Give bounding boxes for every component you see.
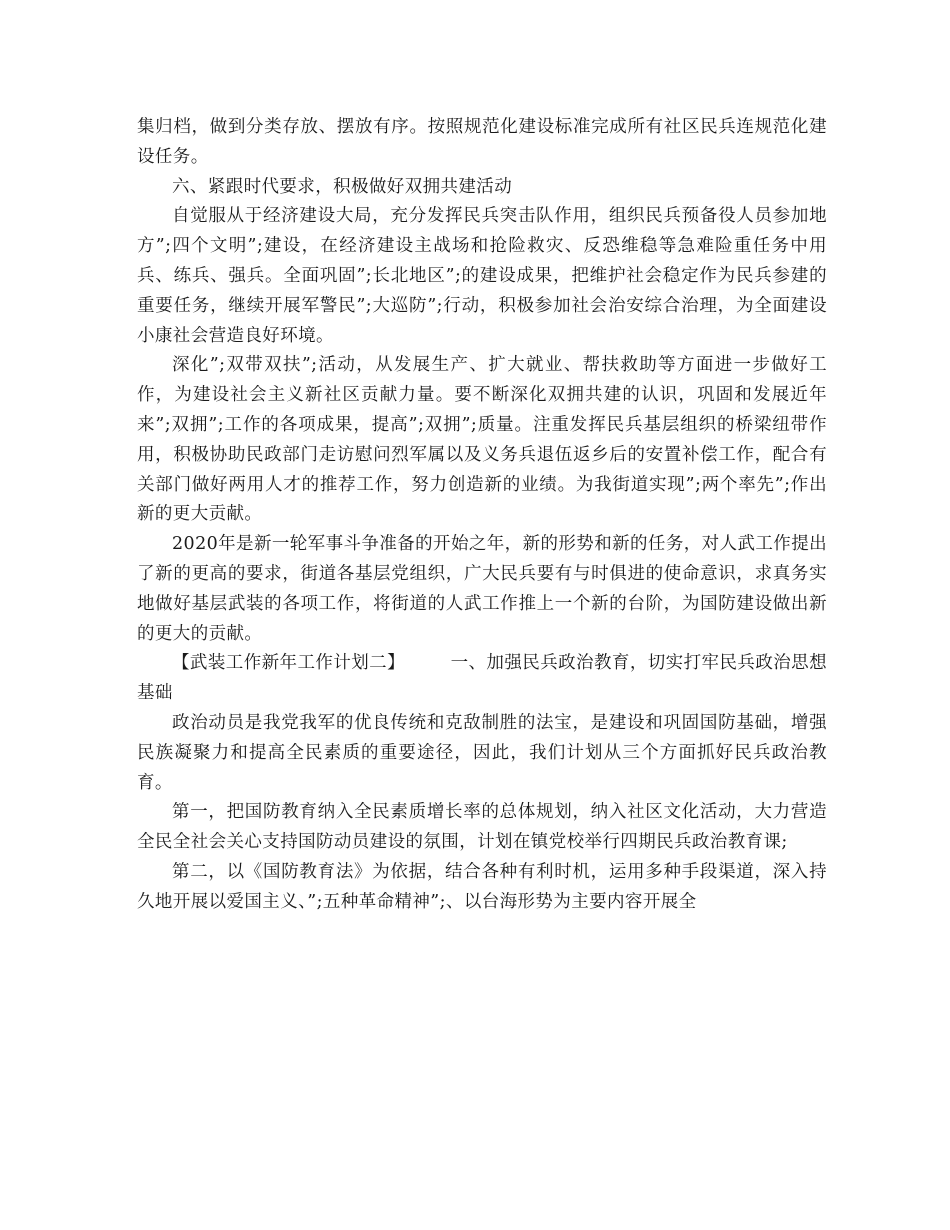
paragraph-first-point: 第一，把国防教育纳入全民素质增长率的总体规划，纳入社区文化活动，大力营造全民全社会关心支持国防动员建设的氛围，计划在镇党校举行四期民兵政治教育课; <box>137 802 827 853</box>
plan-two-heading-line <box>137 649 827 709</box>
paragraph-double-support: 深化”;双带双扶”;活动，从发展生产、扩大就业、帮扶救助等方面进一步做好工作，为建设社会主义新社区贡献力量。要不断深化双拥共建的认识，巩固和发展近年来”;双拥”;工作的各项成果，提高”;双拥”;质量。注重发挥民兵基层组织的桥梁纽带作用，积极协助民政部门走访慰问烈军属以及义务兵退伍返乡后的安置补偿工作，配合有关部门做好两用人才的推荐工作，努力创造新的业绩。为我街道实现”;两个率先”;作出新的更大贡献。 <box>137 355 827 525</box>
section-heading-six: 六、紧跟时代要求，积极做好双拥共建活动 <box>172 176 513 197</box>
paragraph-economic-construction: 自觉服从于经济建设大局，充分发挥民兵突击队作用，组织民兵预备役人员参加地方”;四个文明”;建设，在经济建设主战场和抢险救灾、反恐维稳等急难险重任务中用兵、练兵、强兵。全面巩固”;长北地区”;的建设成果，把维护社会稳定作为民兵参建的重要任务，继续开展军警民”;大巡防”;行动，积极参加社会治安综合治理，为全面建设小康社会营造良好环境。 <box>137 206 827 346</box>
paragraph-political-mobilization: 政治动员是我党我军的优良传统和克敌制胜的法宝，是建设和巩固国防基础，增强民族凝聚力和提高全民素质的重要途径，因此，我们计划从三个方面抓好民兵政治教育。 <box>137 712 827 793</box>
document-page <box>137 113 827 918</box>
paragraph-continuation: 集归档，做到分类存放、摆放有序。按照规范化建设标准完成所有社区民兵连规范化建设任务。 <box>137 117 827 167</box>
plan-two-first-item: 一、加强民兵政治教育，切实打牢民兵政治思想基础 <box>137 653 827 704</box>
paragraph-2020-outlook: 2020年是新一轮军事斗争准备的开始之年，新的形势和新的任务，对人武工作提出了新的更高的要求，街道各基层党组织，广大民兵要有与时俱进的使命意识，求真务实地做好基层武装的各项工作，将街道的人武工作推上一个新的台阶，为国防建设做出新的更大的贡献。 <box>137 534 827 644</box>
paragraph-second-point: 第二，以《国防教育法》为依据，结合各种有利时机，运用多种手段渠道，深入持久地开展以爱国主义、”;五种革命精神”;、以台海形势为主要内容开展全 <box>137 861 827 912</box>
plan-two-title: 【武装工作新年工作计划二】 <box>172 653 406 674</box>
